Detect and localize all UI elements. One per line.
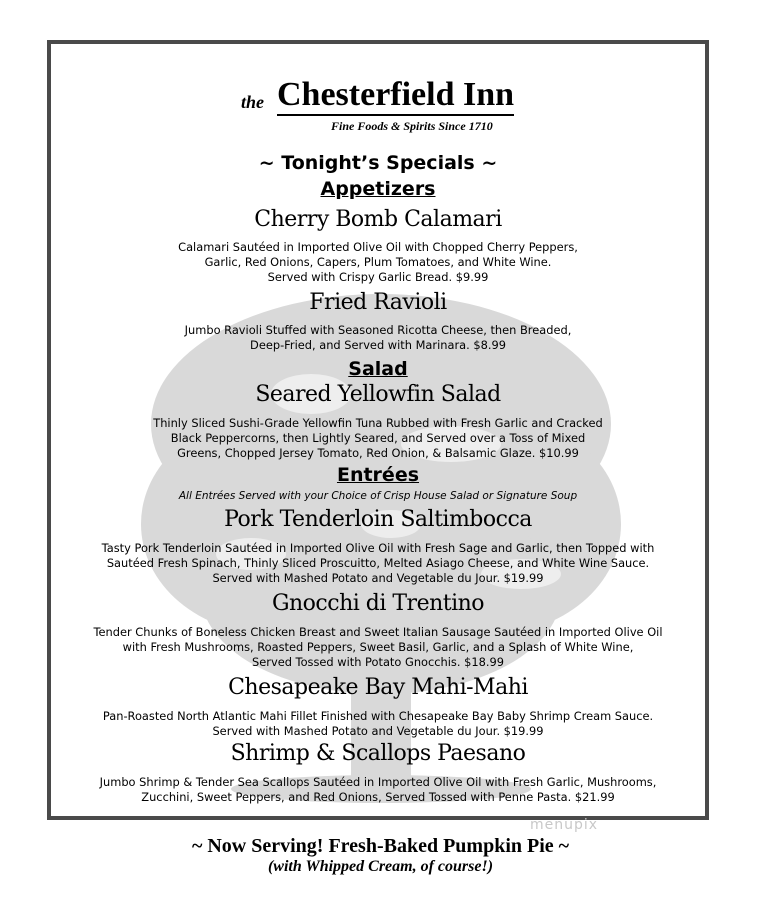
footer-subline: (with Whipped Cream, of course!) (267, 858, 494, 875)
section-salad: Salad (348, 358, 408, 380)
specials-title: ~ Tonight’s Specials ~ (258, 152, 498, 174)
dish-name: Shrimp & Scallops Paesano (230, 741, 526, 766)
dish-name: Seared Yellowfin Salad (255, 382, 501, 407)
dish-description: Jumbo Shrimp & Tender Sea Scallops Sautéed in Imported Olive Oil with Fresh Garlic, Mushrooms, Zucchini, Sweet Peppers, and Red Onions, Served Tossed with Penne Pasta. $21.99 (99, 775, 657, 804)
section-appetizers: Appetizers (320, 178, 436, 200)
restaurant-name: Chesterfield Inn (277, 76, 514, 116)
dish-name: Fried Ravioli (309, 290, 447, 315)
dish-description: Pan-Roasted North Atlantic Mahi Fillet Finished with Chesapeake Bay Baby Shrimp Cream Sauce. Served with Mashed Potato and Vegetable du Jour. $19.99 (102, 709, 654, 738)
dish-description: Thinly Sliced Sushi-Grade Yellowfin Tuna Rubbed with Fresh Garlic and Cracked Black Peppercorns, then Lightly Seared, and Served over a Toss of Mixed Greens, Chopped Jersey Tomato, Red Onion, & Balsamic Glaze. $10.99 (153, 416, 603, 460)
dish-name: Pork Tenderloin Saltimbocca (224, 507, 532, 532)
footer-headline: ~ Now Serving! Fresh-Baked Pumpkin Pie ~ (191, 835, 570, 857)
dish-description: Tasty Pork Tenderloin Sautéed in Imported Olive Oil with Fresh Sage and Garlic, then Topped with Sautéed Fresh Spinach, Thinly Sliced Proscuitto, Melted Asiago Cheese, and White Wine Sauce. Served with Mashed Potato and Vegetable du Jour. $19.99 (101, 541, 655, 585)
dish-description: Tender Chunks of Boneless Chicken Breast and Sweet Italian Sausage Sautéed in Imported Olive Oil with Fresh Mushrooms, Roasted Peppers, Sweet Basil, Garlic, and a Splash of White Wine, Served Tossed with Potato Gnocchis. $18.99 (93, 625, 663, 669)
dish-name: Chesapeake Bay Mahi-Mahi (228, 675, 528, 700)
menu-frame (47, 40, 709, 820)
entrees-note: All Entrées Served with your Choice of Crisp House Salad or Signature Soup (178, 490, 578, 502)
dish-description: Jumbo Ravioli Stuffed with Seasoned Ricotta Cheese, then Breaded, Deep-Fried, and Served with Marinara. $8.99 (184, 323, 572, 352)
restaurant-tagline: Fine Foods & Spirits Since 1710 (331, 119, 493, 133)
dish-name: Gnocchi di Trentino (271, 591, 485, 616)
restaurant-logo (51, 76, 705, 140)
brand-prefix: the (241, 92, 265, 112)
menupix-watermark: menupix (530, 817, 599, 833)
dish-description: Calamari Sautéed in Imported Olive Oil with Chopped Cherry Peppers, Garlic, Red Onions, Capers, Plum Tomatoes, and White Wine. Served with Crispy Garlic Bread. $9.99 (178, 240, 578, 284)
section-entrees: Entrées (336, 464, 420, 486)
dish-name: Cherry Bomb Calamari (254, 207, 502, 232)
